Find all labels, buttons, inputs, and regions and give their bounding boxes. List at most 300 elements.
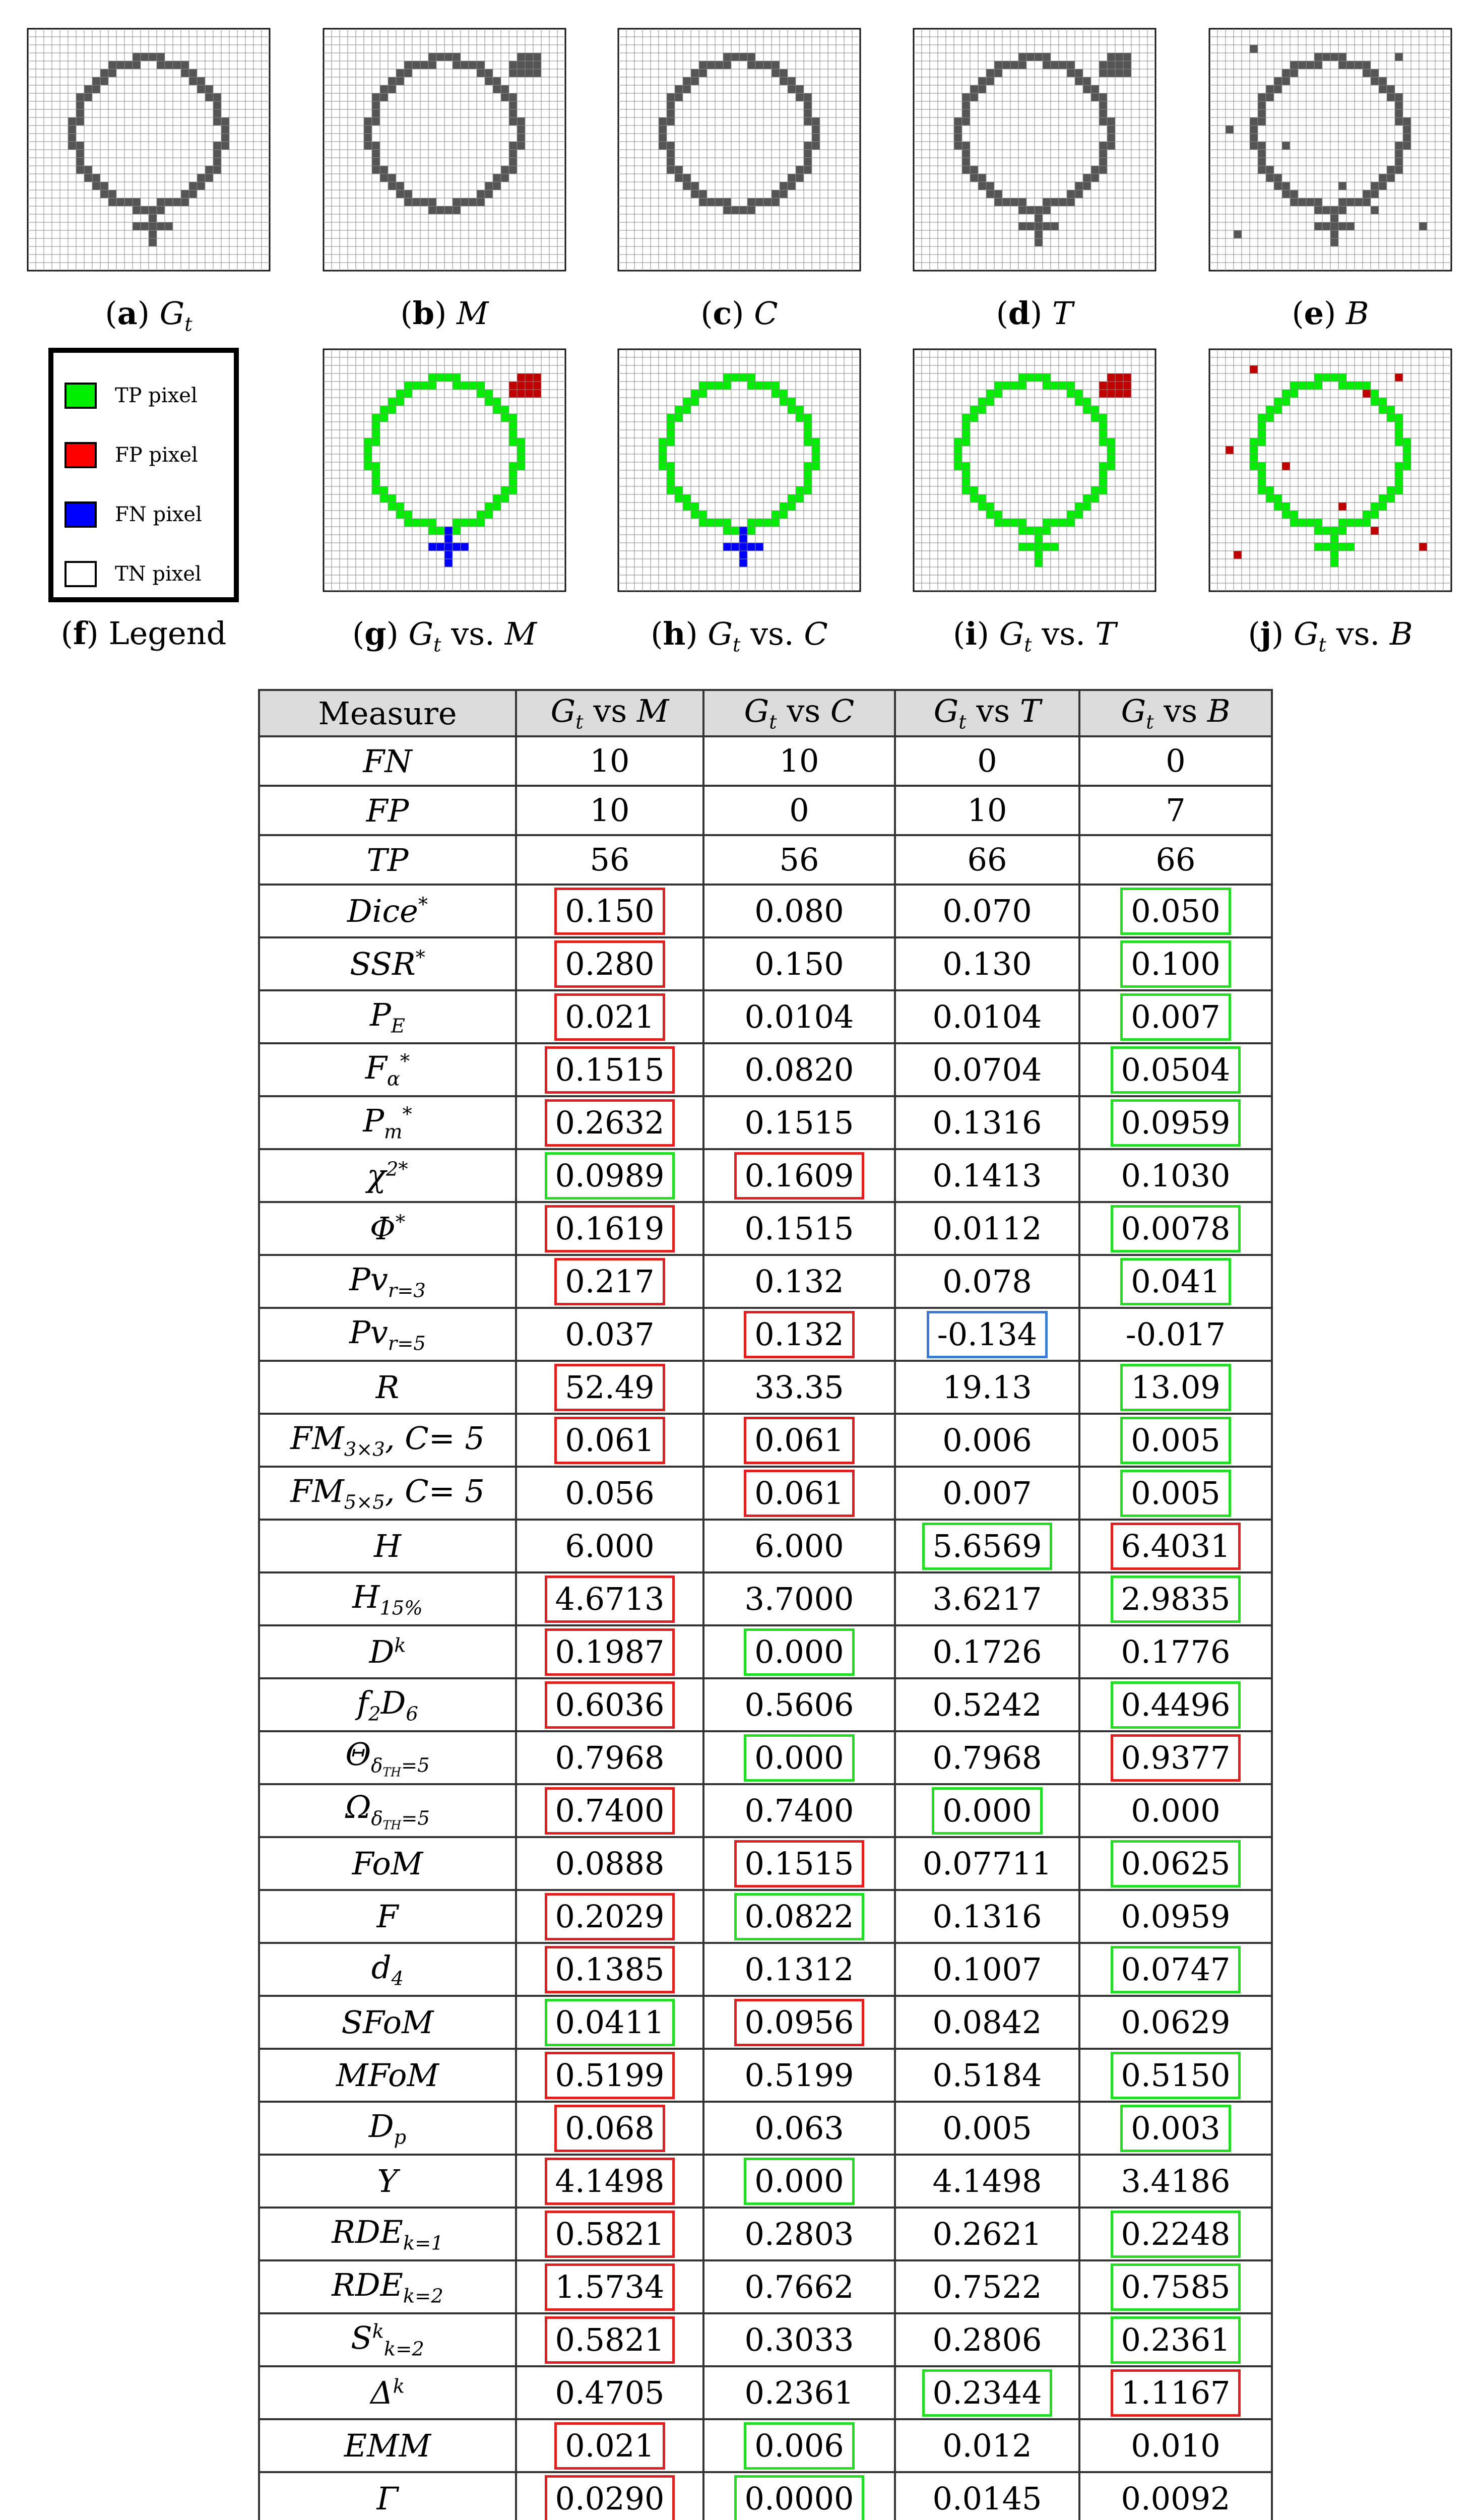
shape-pixel bbox=[788, 77, 796, 85]
shape-pixel bbox=[485, 182, 493, 190]
tp-pixel bbox=[804, 438, 812, 446]
panel-b-caption: (b) M bbox=[400, 295, 489, 332]
shape-pixel bbox=[667, 142, 675, 150]
cell-value: 0.2361 bbox=[744, 2374, 854, 2411]
table-row bbox=[259, 1943, 1272, 1996]
shape-pixel bbox=[1314, 61, 1322, 69]
shape-pixel bbox=[181, 61, 189, 69]
shape-pixel bbox=[1282, 77, 1290, 85]
table-cell bbox=[1079, 2419, 1272, 2472]
tp-pixel bbox=[675, 494, 683, 502]
table-cell bbox=[703, 1361, 895, 1414]
shape-pixel bbox=[68, 117, 76, 125]
highlighted-value: 5.6569 bbox=[922, 1523, 1053, 1570]
tp-pixel bbox=[1051, 519, 1059, 527]
tp-pixel bbox=[772, 519, 780, 527]
shape-pixel bbox=[453, 53, 461, 61]
shape-pixel bbox=[962, 93, 970, 101]
cell-value: 0.2803 bbox=[744, 2215, 854, 2252]
table-cell bbox=[895, 1678, 1079, 1731]
measure-name: $Pv_{r=5}$ bbox=[259, 1308, 516, 1361]
shape-pixel bbox=[76, 150, 84, 158]
shape-pixel bbox=[181, 69, 189, 77]
tp-pixel bbox=[691, 390, 699, 398]
tp-pixel bbox=[372, 478, 380, 486]
shape-pixel bbox=[133, 222, 141, 230]
shape-pixel bbox=[84, 85, 92, 93]
tp-pixel bbox=[723, 373, 731, 382]
shape-pixel bbox=[962, 158, 970, 166]
table-cell bbox=[703, 1043, 895, 1096]
shape-pixel bbox=[780, 190, 788, 198]
tp-pixel bbox=[1043, 373, 1051, 382]
table-cell bbox=[516, 2208, 703, 2260]
tp-pixel bbox=[1314, 519, 1322, 527]
shape-pixel bbox=[133, 61, 141, 69]
highlighted-value: 0.0078 bbox=[1111, 1205, 1241, 1252]
tp-pixel bbox=[453, 527, 461, 535]
highlighted-value: 0.0000 bbox=[734, 2475, 865, 2520]
tn-swatch-icon bbox=[65, 561, 97, 587]
tp-pixel bbox=[1330, 527, 1338, 535]
measure-name: $FM_{5\times 5}$, C= 5 bbox=[259, 1467, 516, 1520]
measure-name: $\Theta_{\delta_{TH}=5}$ bbox=[259, 1731, 516, 1784]
tp-pixel bbox=[1018, 543, 1026, 551]
noise-pixel bbox=[1282, 142, 1290, 150]
table-cell bbox=[516, 2419, 703, 2472]
highlighted-value: 0.005 bbox=[1120, 1417, 1231, 1464]
shape-pixel bbox=[1258, 166, 1266, 174]
table-cell bbox=[703, 1202, 895, 1255]
table-row bbox=[259, 990, 1272, 1043]
tp-pixel bbox=[1250, 454, 1258, 462]
table-cell bbox=[516, 786, 703, 835]
tp-pixel bbox=[1387, 414, 1395, 422]
tp-pixel bbox=[1282, 502, 1290, 511]
table-cell bbox=[1079, 885, 1272, 937]
shape-pixel bbox=[1330, 214, 1338, 222]
table-cell bbox=[516, 1678, 703, 1731]
shape-pixel bbox=[1266, 166, 1274, 174]
tp-pixel bbox=[986, 502, 994, 511]
tp-pixel bbox=[755, 382, 763, 390]
shape-pixel bbox=[1395, 150, 1403, 158]
tp-pixel bbox=[739, 373, 747, 382]
tp-pixel bbox=[978, 398, 986, 406]
tp-pixel bbox=[796, 486, 804, 494]
cell-value: 0.132 bbox=[754, 1263, 844, 1300]
shape-pixel bbox=[221, 117, 229, 125]
tp-pixel bbox=[1290, 390, 1298, 398]
shape-pixel bbox=[157, 61, 165, 69]
shape-pixel bbox=[1379, 182, 1387, 190]
fp-pixel bbox=[1282, 462, 1290, 470]
tp-pixel bbox=[509, 462, 517, 470]
tp-pixel bbox=[372, 470, 380, 478]
tp-pixel bbox=[954, 446, 962, 454]
panel-d-grid bbox=[911, 26, 1158, 293]
tp-pixel bbox=[1338, 382, 1346, 390]
table-row bbox=[259, 1096, 1272, 1149]
shape-pixel bbox=[92, 85, 100, 93]
shape-pixel bbox=[1018, 222, 1026, 230]
shape-pixel bbox=[1258, 117, 1266, 125]
shape-pixel bbox=[1107, 69, 1115, 77]
shape-pixel bbox=[197, 85, 205, 93]
cell-value: 0.0112 bbox=[932, 1210, 1042, 1247]
shape-pixel bbox=[157, 53, 165, 61]
shape-pixel bbox=[92, 174, 100, 182]
shape-pixel bbox=[76, 109, 84, 117]
tp-pixel bbox=[970, 486, 978, 494]
shape-pixel bbox=[763, 198, 772, 206]
panel-i-grid bbox=[911, 347, 1158, 614]
table-cell bbox=[703, 1943, 895, 1996]
shape-pixel bbox=[1322, 206, 1330, 214]
tp-pixel bbox=[812, 454, 820, 462]
tp-pixel bbox=[1083, 398, 1091, 406]
tp-pixel bbox=[1250, 446, 1258, 454]
table-cell bbox=[1079, 2155, 1272, 2208]
highlighted-value: 0.061 bbox=[744, 1417, 855, 1464]
table-cell bbox=[1079, 1202, 1272, 1255]
shape-pixel bbox=[1107, 61, 1115, 69]
shape-pixel bbox=[1363, 198, 1371, 206]
tp-pixel bbox=[1018, 382, 1026, 390]
tp-pixel bbox=[962, 470, 970, 478]
cell-value: 0.0104 bbox=[932, 998, 1042, 1035]
panel-g bbox=[321, 347, 568, 657]
shape-pixel bbox=[994, 61, 1002, 69]
shape-pixel bbox=[141, 206, 149, 214]
tp-pixel bbox=[477, 382, 485, 390]
panel-e bbox=[1207, 26, 1454, 332]
shape-pixel bbox=[1298, 198, 1306, 206]
tp-pixel bbox=[1371, 390, 1379, 398]
table-cell bbox=[1079, 2102, 1272, 2155]
tp-pixel bbox=[1250, 438, 1258, 446]
tp-pixel bbox=[501, 414, 509, 422]
tp-pixel bbox=[1258, 470, 1266, 478]
fp-pixel bbox=[517, 382, 525, 390]
tp-pixel bbox=[1091, 486, 1099, 494]
tp-pixel bbox=[1075, 390, 1083, 398]
table-cell bbox=[516, 1837, 703, 1890]
shape-pixel bbox=[1258, 158, 1266, 166]
table-row bbox=[259, 1414, 1272, 1467]
table-cell bbox=[516, 1467, 703, 1520]
tp-pixel bbox=[1395, 430, 1403, 438]
tp-pixel bbox=[1099, 414, 1107, 422]
cell-value: 10 bbox=[590, 742, 630, 779]
tp-pixel bbox=[772, 390, 780, 398]
shape-pixel bbox=[68, 134, 76, 142]
shape-pixel bbox=[1314, 53, 1322, 61]
shape-pixel bbox=[1379, 85, 1387, 93]
tp-pixel bbox=[372, 422, 380, 430]
tp-pixel bbox=[436, 527, 444, 535]
tp-pixel bbox=[804, 414, 812, 422]
shape-pixel bbox=[1010, 198, 1018, 206]
shape-pixel bbox=[453, 206, 461, 214]
shape-pixel bbox=[1379, 174, 1387, 182]
panel-j-grid bbox=[1207, 347, 1454, 614]
tp-pixel bbox=[372, 414, 380, 422]
measure-name: $RDE_{k=1}$ bbox=[259, 2208, 516, 2260]
table-cell bbox=[703, 736, 895, 786]
shape-pixel bbox=[1123, 69, 1131, 77]
tp-pixel bbox=[954, 454, 962, 462]
table-cell bbox=[1079, 2049, 1272, 2102]
panel-c bbox=[616, 26, 863, 332]
shape-pixel bbox=[1123, 61, 1131, 69]
fn-pixel bbox=[453, 543, 461, 551]
shape-pixel bbox=[747, 206, 755, 214]
table-cell bbox=[703, 835, 895, 885]
table-cell bbox=[1079, 835, 1272, 885]
table-cell bbox=[516, 1202, 703, 1255]
shape-pixel bbox=[994, 190, 1002, 198]
legend-item-fp bbox=[65, 437, 198, 473]
tp-pixel bbox=[772, 382, 780, 390]
fp-pixel bbox=[1123, 390, 1131, 398]
tp-pixel bbox=[978, 406, 986, 414]
shape-pixel bbox=[707, 61, 715, 69]
measure-name: FP bbox=[259, 786, 516, 835]
cell-value: 0.7968 bbox=[932, 1739, 1042, 1776]
measure-name: $P_E$ bbox=[259, 990, 516, 1043]
shape-pixel bbox=[380, 85, 388, 93]
shape-pixel bbox=[1026, 53, 1035, 61]
tp-pixel bbox=[747, 373, 755, 382]
cell-value: 0.7968 bbox=[555, 1739, 665, 1776]
fp-pixel bbox=[525, 382, 533, 390]
fp-pixel bbox=[1363, 390, 1371, 398]
table-cell bbox=[1079, 1731, 1272, 1784]
measure-name: SFoM bbox=[259, 1996, 516, 2049]
tp-pixel bbox=[1266, 494, 1274, 502]
tp-pixel bbox=[1258, 422, 1266, 430]
tp-pixel bbox=[788, 494, 796, 502]
tp-swatch-icon bbox=[65, 383, 97, 409]
tp-pixel bbox=[986, 511, 994, 519]
table-cell bbox=[1079, 1520, 1272, 1572]
shape-pixel bbox=[1330, 53, 1338, 61]
shape-pixel bbox=[1330, 222, 1338, 230]
highlighted-value: 0.132 bbox=[744, 1311, 855, 1358]
table-cell bbox=[895, 1149, 1079, 1202]
shape-pixel bbox=[396, 77, 404, 85]
shape-pixel bbox=[501, 93, 509, 101]
tp-pixel bbox=[675, 486, 683, 494]
measure-name: MFoM bbox=[259, 2049, 516, 2102]
shape-pixel bbox=[1035, 214, 1043, 222]
fp-pixel bbox=[1107, 390, 1115, 398]
header-gt-vs-m: $G_t$ vs M bbox=[516, 690, 703, 736]
highlighted-value: 0.0956 bbox=[734, 1999, 865, 2046]
tp-pixel bbox=[731, 373, 739, 382]
tp-pixel bbox=[691, 398, 699, 406]
table-cell bbox=[516, 1043, 703, 1096]
shape-pixel bbox=[76, 93, 84, 101]
tp-pixel bbox=[1395, 470, 1403, 478]
tp-pixel bbox=[986, 390, 994, 398]
shape-pixel bbox=[1250, 134, 1258, 142]
noise-pixel bbox=[1363, 69, 1371, 77]
fn-pixel bbox=[755, 543, 763, 551]
table-cell bbox=[703, 1467, 895, 1520]
highlighted-value: 52.49 bbox=[554, 1364, 665, 1411]
shape-pixel bbox=[954, 125, 962, 134]
shape-pixel bbox=[675, 85, 683, 93]
shape-pixel bbox=[469, 61, 477, 69]
tp-pixel bbox=[1330, 559, 1338, 567]
table-row bbox=[259, 1361, 1272, 1414]
shape-pixel bbox=[213, 101, 221, 109]
panel-h-grid bbox=[616, 347, 863, 614]
highlighted-value: 0.7585 bbox=[1111, 2263, 1241, 2311]
tp-pixel bbox=[517, 454, 525, 462]
shape-pixel bbox=[796, 85, 804, 93]
fp-pixel bbox=[1250, 365, 1258, 373]
tp-pixel bbox=[1379, 406, 1387, 414]
measure-name: $P_m^*$ bbox=[259, 1096, 516, 1149]
table-cell bbox=[516, 1414, 703, 1467]
shape-pixel bbox=[149, 53, 157, 61]
shape-pixel bbox=[221, 142, 229, 150]
highlighted-value: 0.021 bbox=[554, 993, 665, 1041]
shape-pixel bbox=[954, 134, 962, 142]
shape-pixel bbox=[994, 69, 1002, 77]
measure-name: Υ bbox=[259, 2155, 516, 2208]
shape-pixel bbox=[683, 77, 691, 85]
shape-pixel bbox=[1266, 174, 1274, 182]
legend-label-fp: FP pixel bbox=[115, 444, 198, 467]
table-cell bbox=[516, 1520, 703, 1572]
fn-pixel bbox=[739, 551, 747, 559]
tp-pixel bbox=[1002, 519, 1010, 527]
tp-pixel bbox=[1258, 414, 1266, 422]
fp-pixel bbox=[509, 382, 517, 390]
shape-pixel bbox=[1035, 230, 1043, 238]
table-cell bbox=[895, 2313, 1079, 2366]
shape-pixel bbox=[978, 85, 986, 93]
shape-pixel bbox=[149, 230, 157, 238]
shape-pixel bbox=[189, 182, 197, 190]
tp-pixel bbox=[1387, 406, 1395, 414]
tp-pixel bbox=[501, 494, 509, 502]
cell-value: 0.0145 bbox=[932, 2480, 1042, 2517]
shape-pixel bbox=[1338, 61, 1346, 69]
shape-pixel bbox=[1067, 61, 1075, 69]
table-cell bbox=[1079, 736, 1272, 786]
measure-name: $Pv_{r=3}$ bbox=[259, 1255, 516, 1308]
shape-pixel bbox=[444, 206, 453, 214]
panel-i-caption: (i) $G_t$ vs. T bbox=[953, 615, 1116, 657]
shape-pixel bbox=[493, 182, 501, 190]
tp-pixel bbox=[667, 430, 675, 438]
shape-pixel bbox=[181, 198, 189, 206]
panel-g-grid bbox=[321, 347, 568, 614]
shape-pixel bbox=[412, 198, 420, 206]
fp-pixel bbox=[533, 390, 541, 398]
tp-pixel bbox=[396, 511, 404, 519]
tp-pixel bbox=[804, 478, 812, 486]
shape-pixel bbox=[485, 77, 493, 85]
tp-pixel bbox=[1290, 382, 1298, 390]
shape-pixel bbox=[380, 174, 388, 182]
shape-pixel bbox=[213, 142, 221, 150]
shape-pixel bbox=[1067, 190, 1075, 198]
tp-pixel bbox=[404, 390, 412, 398]
cell-value: 0.1726 bbox=[932, 1633, 1042, 1670]
table-cell bbox=[1079, 1255, 1272, 1308]
cell-value: 0.7662 bbox=[744, 2268, 854, 2305]
cell-value: 3.4186 bbox=[1121, 2162, 1231, 2199]
cell-value: 0.130 bbox=[942, 945, 1032, 982]
shape-pixel bbox=[1123, 53, 1131, 61]
shape-pixel bbox=[1330, 206, 1338, 214]
tp-pixel bbox=[796, 406, 804, 414]
shape-pixel bbox=[962, 101, 970, 109]
tp-pixel bbox=[1067, 390, 1075, 398]
table-cell bbox=[703, 1520, 895, 1572]
tp-pixel bbox=[978, 494, 986, 502]
table-cell bbox=[1079, 937, 1272, 990]
tp-pixel bbox=[804, 462, 812, 470]
shape-pixel bbox=[755, 61, 763, 69]
shape-pixel bbox=[1250, 117, 1258, 125]
shape-pixel bbox=[699, 198, 707, 206]
shape-pixel bbox=[1306, 198, 1314, 206]
fn-pixel bbox=[723, 543, 731, 551]
cell-value: 6.000 bbox=[565, 1527, 655, 1564]
table-cell bbox=[516, 2472, 703, 2520]
highlighted-value: 0.0411 bbox=[545, 1999, 675, 2046]
tp-pixel bbox=[1371, 398, 1379, 406]
cell-value: 0.3033 bbox=[744, 2321, 854, 2358]
tp-pixel bbox=[1107, 446, 1115, 454]
shape-pixel bbox=[388, 85, 396, 93]
tp-pixel bbox=[962, 438, 970, 446]
tp-pixel bbox=[1035, 373, 1043, 382]
shape-pixel bbox=[1298, 61, 1306, 69]
shape-pixel bbox=[165, 61, 173, 69]
tp-pixel bbox=[493, 398, 501, 406]
tp-pixel bbox=[962, 414, 970, 422]
measure-name: $RDE_{k=2}$ bbox=[259, 2260, 516, 2313]
tp-pixel bbox=[675, 414, 683, 422]
shape-pixel bbox=[1099, 142, 1107, 150]
tp-pixel bbox=[1387, 486, 1395, 494]
shape-pixel bbox=[533, 61, 541, 69]
tp-pixel bbox=[517, 446, 525, 454]
shape-pixel bbox=[76, 166, 84, 174]
table-header-row bbox=[259, 690, 1272, 736]
legend-item-fn bbox=[65, 497, 202, 532]
shape-pixel bbox=[165, 198, 173, 206]
highlighted-value: 0.150 bbox=[554, 888, 665, 935]
measures-table bbox=[258, 689, 1273, 2520]
shape-pixel bbox=[723, 53, 731, 61]
cell-value: 0.0104 bbox=[744, 998, 854, 1035]
tp-pixel bbox=[667, 414, 675, 422]
table-cell bbox=[895, 786, 1079, 835]
tp-pixel bbox=[372, 438, 380, 446]
tp-pixel bbox=[1395, 438, 1403, 446]
shape-pixel bbox=[962, 117, 970, 125]
tp-pixel bbox=[453, 519, 461, 527]
